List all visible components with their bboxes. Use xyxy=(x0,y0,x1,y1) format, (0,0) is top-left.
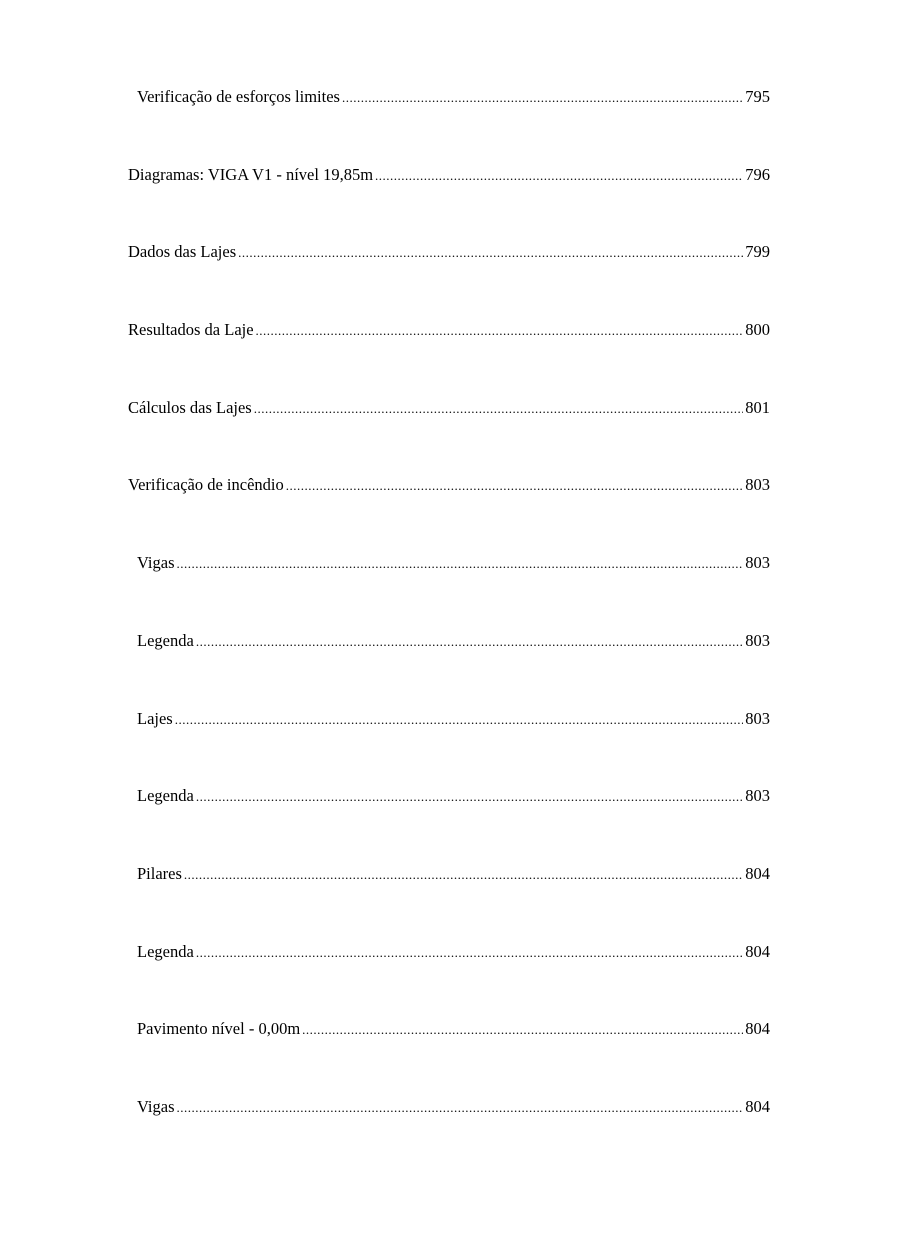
toc-dot-leader xyxy=(177,1089,744,1127)
toc-entry[interactable] xyxy=(128,855,770,933)
toc-entry[interactable] xyxy=(128,544,770,622)
toc-entry-label: Pilares xyxy=(137,863,182,883)
table-of-contents xyxy=(128,78,770,1166)
toc-entry-label: Vigas xyxy=(137,1096,175,1116)
toc-entry-label: Diagramas: VIGA V1 - nível 19,85m xyxy=(128,164,374,184)
toc-entry[interactable] xyxy=(128,700,770,778)
toc-dot-leader xyxy=(238,234,743,272)
toc-entry[interactable] xyxy=(128,311,770,389)
toc-entry-label: Legenda xyxy=(137,941,194,961)
toc-entry-label: Lajes xyxy=(137,708,173,728)
toc-entry[interactable] xyxy=(128,933,770,1011)
toc-dot-leader xyxy=(177,545,744,583)
toc-dot-leader xyxy=(196,778,743,816)
toc-entry-label: Legenda xyxy=(137,630,194,650)
toc-dot-leader xyxy=(196,623,743,661)
toc-page-number: 801 xyxy=(745,397,770,417)
toc-page-number: 803 xyxy=(745,786,770,806)
toc-page-number: 803 xyxy=(745,553,770,573)
toc-entry[interactable] xyxy=(128,78,770,156)
toc-dot-leader xyxy=(184,856,743,894)
toc-entry-label: Verificação de incêndio xyxy=(128,475,284,495)
toc-entry[interactable] xyxy=(128,777,770,855)
toc-page-number: 804 xyxy=(745,941,770,961)
toc-entry-label: Verificação de esforços limites xyxy=(137,87,340,106)
toc-entry[interactable] xyxy=(128,466,770,544)
toc-page-number: 796 xyxy=(745,164,770,184)
toc-entry-label: Legenda xyxy=(137,786,194,806)
toc-entry[interactable] xyxy=(128,233,770,311)
toc-page-number: 804 xyxy=(745,1019,770,1039)
toc-dot-leader xyxy=(254,390,744,428)
toc-entry[interactable] xyxy=(128,156,770,234)
toc-page-number: 804 xyxy=(745,1096,770,1116)
toc-dot-leader xyxy=(342,79,743,117)
toc-entry-label: Cálculos das Lajes xyxy=(128,397,252,417)
toc-page-number: 803 xyxy=(745,630,770,650)
toc-entry-label: Vigas xyxy=(137,553,175,573)
toc-dot-leader xyxy=(256,312,744,350)
toc-page-number: 803 xyxy=(745,708,770,728)
toc-page-number: 800 xyxy=(745,320,770,340)
toc-entry-label: Dados das Lajes xyxy=(128,242,237,262)
toc-entry[interactable] xyxy=(128,1088,770,1166)
toc-dot-leader xyxy=(375,157,743,195)
toc-entry-label: Resultados da Laje xyxy=(128,320,254,340)
toc-entry[interactable] xyxy=(128,622,770,700)
toc-page-number: 799 xyxy=(745,242,770,262)
toc-dot-leader xyxy=(286,467,743,505)
toc-page-number: 795 xyxy=(745,87,770,106)
toc-dot-leader xyxy=(175,701,744,739)
toc-entry[interactable] xyxy=(128,389,770,467)
toc-page-number: 803 xyxy=(745,475,770,495)
toc-dot-leader xyxy=(302,1011,743,1049)
toc-entry[interactable] xyxy=(128,1010,770,1088)
toc-dot-leader xyxy=(196,934,743,972)
toc-entry-label: Pavimento nível - 0,00m xyxy=(137,1019,301,1039)
toc-page-number: 804 xyxy=(745,863,770,883)
